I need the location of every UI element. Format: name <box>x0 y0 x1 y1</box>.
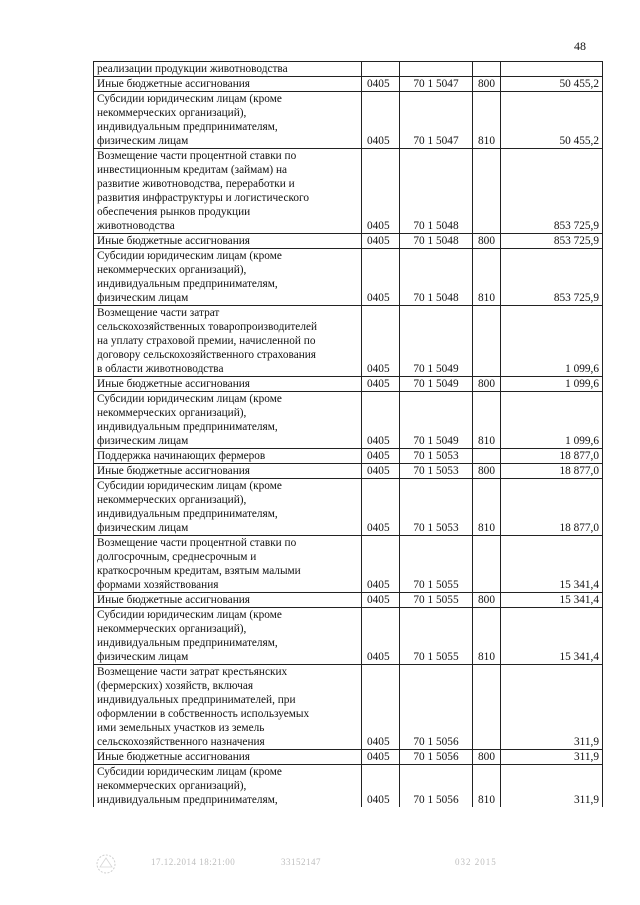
row-amount: 18 877,0 <box>501 479 603 536</box>
row-name: Субсидии юридическим лицам (кроме некоммерческих организаций), индивидуальным предпринимателям, физическим лицам <box>94 249 362 306</box>
row-expense-type: 810 <box>473 479 501 536</box>
budget-table-body <box>94 62 603 808</box>
page-number: 48 <box>574 39 586 53</box>
row-expense-type: 810 <box>473 249 501 306</box>
row-target-code: 70 1 5049 <box>400 392 473 449</box>
row-target-code: 70 1 5049 <box>400 306 473 377</box>
table-row <box>94 536 603 593</box>
table-row <box>94 77 603 92</box>
row-expense-type: 800 <box>473 464 501 479</box>
row-target-code: 70 1 5056 <box>400 765 473 808</box>
table-row <box>94 479 603 536</box>
row-section-code: 0405 <box>362 149 400 234</box>
row-amount: 50 455,2 <box>501 77 603 92</box>
table-row <box>94 62 603 77</box>
row-section-code: 0405 <box>362 765 400 808</box>
row-target-code: 70 1 5053 <box>400 479 473 536</box>
row-name: Возмещение части процентной ставки по инвестиционным кредитам (займам) на развитие животноводства, переработки и развития инфраструктуры и логистического обеспечения рынков продукции животноводства <box>94 149 362 234</box>
row-target-code <box>400 62 473 77</box>
row-section-code: 0405 <box>362 593 400 608</box>
row-section-code <box>362 62 400 77</box>
row-section-code: 0405 <box>362 249 400 306</box>
row-amount <box>501 62 603 77</box>
row-expense-type: 800 <box>473 593 501 608</box>
table-row <box>94 377 603 392</box>
row-amount: 853 725,9 <box>501 234 603 249</box>
row-amount: 15 341,4 <box>501 593 603 608</box>
row-section-code: 0405 <box>362 464 400 479</box>
row-amount: 1 099,6 <box>501 392 603 449</box>
row-amount: 15 341,4 <box>501 536 603 593</box>
footer-timestamp: 17.12.2014 18:21:00 <box>151 857 236 867</box>
row-name: Субсидии юридическим лицам (кроме некоммерческих организаций), индивидуальным предпринимателям, <box>94 765 362 808</box>
row-section-code: 0405 <box>362 77 400 92</box>
row-amount: 18 877,0 <box>501 464 603 479</box>
table-row <box>94 750 603 765</box>
row-target-code: 70 1 5053 <box>400 464 473 479</box>
row-name: Субсидии юридическим лицам (кроме некоммерческих организаций), индивидуальным предпринимателям, физическим лицам <box>94 479 362 536</box>
row-target-code: 70 1 5053 <box>400 449 473 464</box>
row-target-code: 70 1 5056 <box>400 750 473 765</box>
row-section-code: 0405 <box>362 536 400 593</box>
row-section-code: 0405 <box>362 234 400 249</box>
row-amount: 18 877,0 <box>501 449 603 464</box>
row-expense-type <box>473 536 501 593</box>
budget-table <box>93 61 603 807</box>
row-name: Иные бюджетные ассигнования <box>94 77 362 92</box>
row-expense-type <box>473 62 501 77</box>
row-target-code: 70 1 5048 <box>400 249 473 306</box>
row-name: Субсидии юридическим лицам (кроме некоммерческих организаций), индивидуальным предпринимателям, физическим лицам <box>94 92 362 149</box>
row-amount: 1 099,6 <box>501 377 603 392</box>
table-row <box>94 149 603 234</box>
row-amount: 50 455,2 <box>501 92 603 149</box>
row-amount: 853 725,9 <box>501 249 603 306</box>
row-expense-type: 810 <box>473 392 501 449</box>
row-amount: 853 725,9 <box>501 149 603 234</box>
table-row <box>94 608 603 665</box>
row-amount: 15 341,4 <box>501 608 603 665</box>
row-name: Возмещение части затрат крестьянских (фермерских) хозяйств, включая индивидуальных предпринимателей, при оформлении в собственность используемых ими земельных участков из земель сельскохозяйственного назначения <box>94 665 362 750</box>
row-expense-type <box>473 306 501 377</box>
table-row <box>94 464 603 479</box>
row-section-code: 0405 <box>362 306 400 377</box>
footer-code: 33152147 <box>281 857 321 867</box>
footer <box>95 857 565 871</box>
row-section-code: 0405 <box>362 479 400 536</box>
row-expense-type: 800 <box>473 77 501 92</box>
row-target-code: 70 1 5048 <box>400 234 473 249</box>
row-expense-type: 810 <box>473 92 501 149</box>
table-row <box>94 765 603 808</box>
table-row <box>94 449 603 464</box>
row-expense-type <box>473 449 501 464</box>
row-name: Возмещение части затрат сельскохозяйственных товаропроизводителей на уплату страховой премии, начисленной по договору сельскохозяйственного страхования в области животноводства <box>94 306 362 377</box>
row-name: Возмещение части процентной ставки по долгосрочным, среднесрочным и краткосрочным кредитам, взятым малыми формами хозяйствования <box>94 536 362 593</box>
table-row <box>94 249 603 306</box>
row-amount: 1 099,6 <box>501 306 603 377</box>
row-expense-type: 810 <box>473 765 501 808</box>
row-name: Иные бюджетные ассигнования <box>94 377 362 392</box>
table-row <box>94 593 603 608</box>
stamp-icon <box>95 853 117 875</box>
table-row <box>94 392 603 449</box>
row-section-code: 0405 <box>362 377 400 392</box>
table-row <box>94 306 603 377</box>
row-section-code: 0405 <box>362 750 400 765</box>
row-target-code: 70 1 5055 <box>400 608 473 665</box>
row-amount: 311,9 <box>501 765 603 808</box>
row-expense-type <box>473 665 501 750</box>
row-expense-type: 810 <box>473 608 501 665</box>
row-name: Иные бюджетные ассигнования <box>94 750 362 765</box>
table-row <box>94 92 603 149</box>
row-name: Субсидии юридическим лицам (кроме некоммерческих организаций), индивидуальным предпринимателям, физическим лицам <box>94 392 362 449</box>
row-target-code: 70 1 5049 <box>400 377 473 392</box>
row-amount: 311,9 <box>501 750 603 765</box>
row-expense-type: 800 <box>473 234 501 249</box>
row-section-code: 0405 <box>362 608 400 665</box>
row-name: реализации продукции животноводства <box>94 62 362 77</box>
row-target-code: 70 1 5047 <box>400 92 473 149</box>
table-row <box>94 234 603 249</box>
row-name: Иные бюджетные ассигнования <box>94 234 362 249</box>
row-section-code: 0405 <box>362 392 400 449</box>
table-row <box>94 665 603 750</box>
row-target-code: 70 1 5055 <box>400 536 473 593</box>
row-name: Иные бюджетные ассигнования <box>94 464 362 479</box>
row-target-code: 70 1 5055 <box>400 593 473 608</box>
row-section-code: 0405 <box>362 92 400 149</box>
row-amount: 311,9 <box>501 665 603 750</box>
row-name: Поддержка начинающих фермеров <box>94 449 362 464</box>
row-target-code: 70 1 5048 <box>400 149 473 234</box>
row-expense-type: 800 <box>473 377 501 392</box>
footer-tail: 032 2015 <box>455 857 497 867</box>
row-expense-type: 800 <box>473 750 501 765</box>
row-expense-type <box>473 149 501 234</box>
row-name: Иные бюджетные ассигнования <box>94 593 362 608</box>
row-name: Субсидии юридическим лицам (кроме некоммерческих организаций), индивидуальным предпринимателям, физическим лицам <box>94 608 362 665</box>
row-target-code: 70 1 5056 <box>400 665 473 750</box>
row-section-code: 0405 <box>362 665 400 750</box>
row-target-code: 70 1 5047 <box>400 77 473 92</box>
row-section-code: 0405 <box>362 449 400 464</box>
